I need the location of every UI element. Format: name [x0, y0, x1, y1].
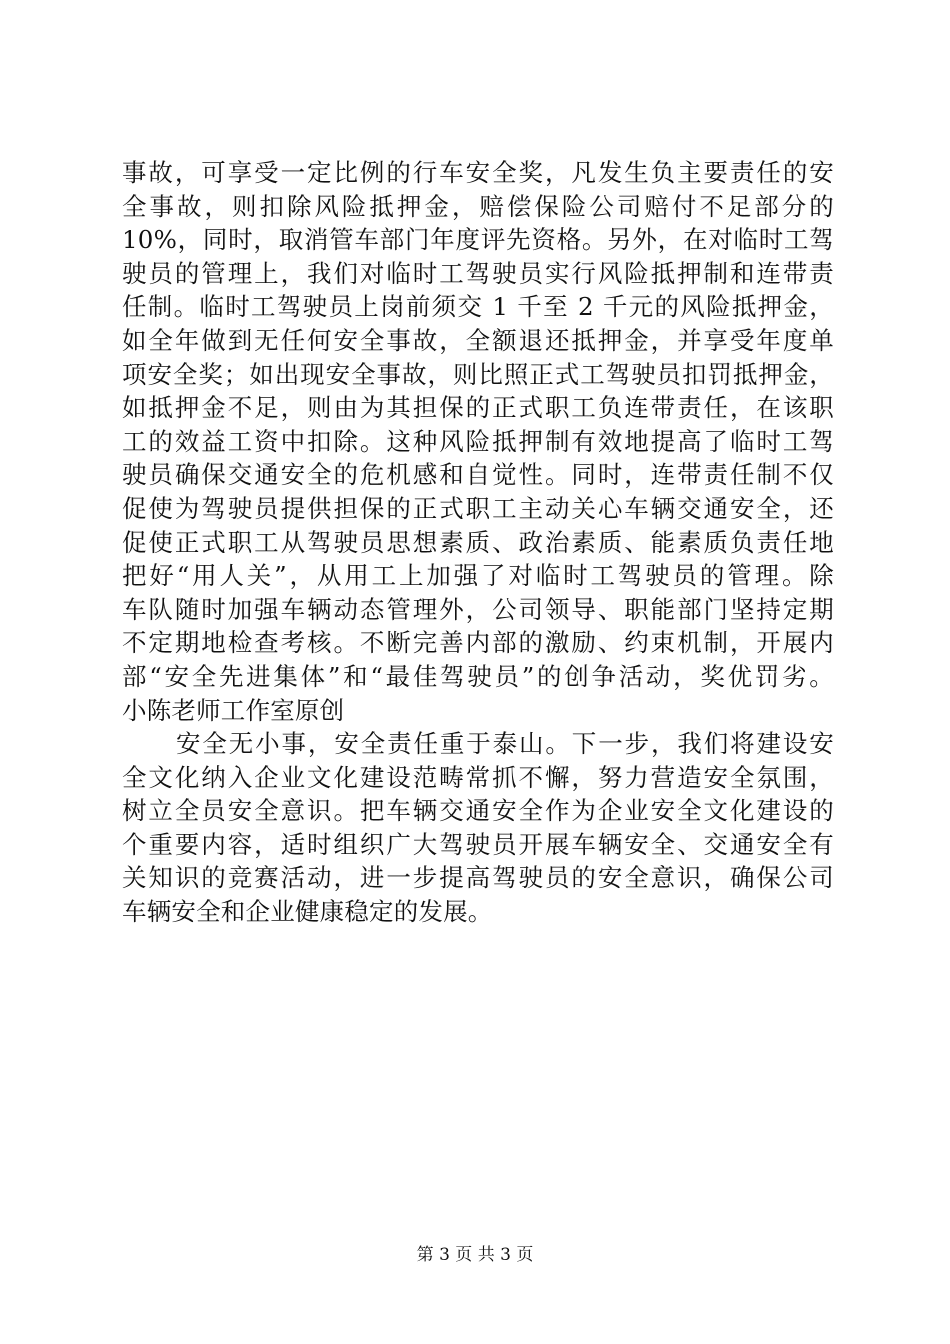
text-line: 任制。临时工驾驶员上岗前须交 1 千至 2 千元的风险抵押金， — [122, 292, 834, 322]
text-line: 全文化纳入企业文化建设范畴常抓不懈，努力营造安全氛围， — [122, 762, 834, 792]
paragraph-1 — [122, 156, 834, 727]
text-line: 安全无小事，安全责任重于泰山。下一步，我们将建设安 — [176, 729, 834, 759]
text-line: 驶员确保交通安全的危机感和自觉性。同时，连带责任制不仅 — [122, 460, 834, 490]
text-line: 工的效益工资中扣除。这种风险抵押制有效地提高了临时工驾 — [122, 426, 834, 456]
text-line: 事故，可享受一定比例的行车安全奖，凡发生负主要责任的安 — [122, 158, 834, 187]
text-line: 促使为驾驶员提供担保的正式职工主动关心车辆交通安全，还 — [122, 493, 834, 523]
text-line: 个重要内容，适时组织广大驾驶员开展车辆安全、交通安全有 — [122, 829, 834, 859]
text-line: 驶员的管理上，我们对临时工驾驶员实行风险抵押制和连带责 — [122, 258, 834, 288]
text-line: 全事故，则扣除风险抵押金，赔偿保险公司赔付不足部分的 — [122, 191, 834, 221]
text-line: 如抵押金不足，则由为其担保的正式职工负连带责任，在该职 — [122, 393, 834, 423]
text-line: 树立全员安全意识。把车辆交通安全作为企业安全文化建设的 — [122, 796, 834, 826]
paragraph-2 — [122, 727, 834, 929]
text-line: 关知识的竞赛活动，进一步提高驾驶员的安全意识，确保公司 — [122, 863, 834, 893]
document-body — [122, 156, 834, 929]
text-line: 车队随时加强车辆动态管理外，公司领导、职能部门坚持定期 — [122, 594, 834, 624]
text-line: 不定期地检查考核。不断完善内部的激励、约束机制，开展内 — [122, 628, 834, 658]
text-line: 促使正式职工从驾驶员思想素质、政治素质、能素质负责任地 — [122, 527, 834, 557]
page-number: 第 3 页 共 3 页 — [416, 1245, 534, 1265]
text-line: 10%，同时，取消管车部门年度评先资格。另外，在对临时工驾 — [122, 225, 834, 255]
text-line: 车辆安全和企业健康稳定的发展。 — [122, 897, 493, 927]
text-line: 把好“用人关”，从用工上加强了对临时工驾驶员的管理。除 — [122, 561, 834, 591]
text-line: 小陈老师工作室原创 — [122, 695, 345, 725]
text-line: 如全年做到无任何安全事故，全额退还抵押金，并享受年度单 — [122, 325, 834, 355]
page-footer — [0, 1245, 950, 1265]
text-line: 部“安全先进集体”和“最佳驾驶员”的创争活动，奖优罚劣。 — [122, 661, 834, 691]
text-line: 项安全奖；如出现安全事故，则比照正式工驾驶员扣罚抵押金， — [122, 359, 834, 389]
